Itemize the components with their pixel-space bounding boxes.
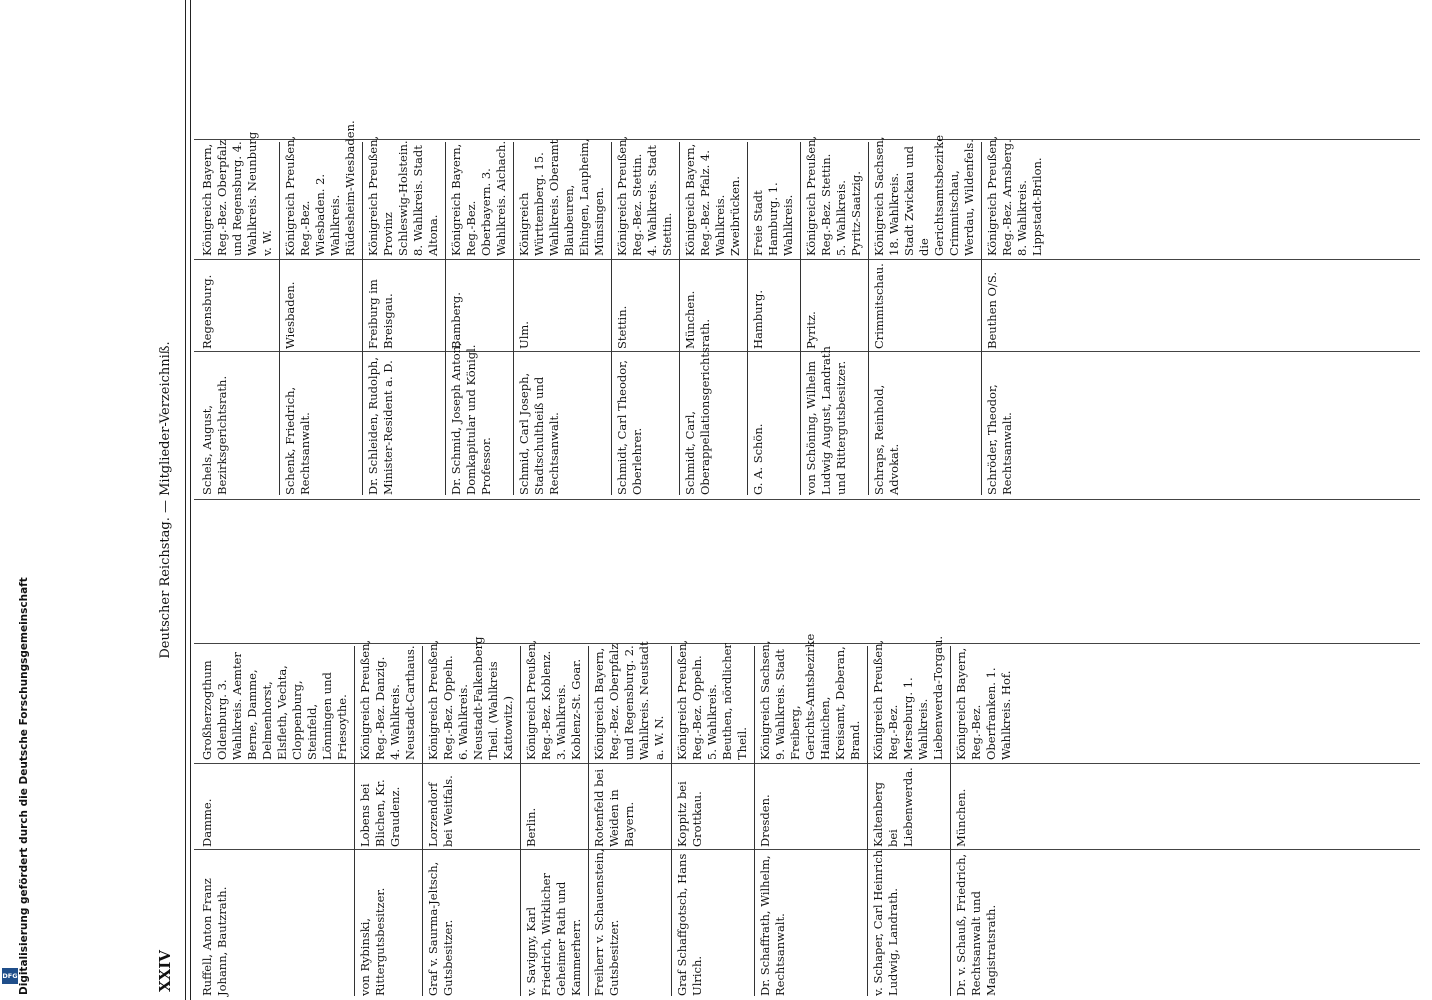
member-constituency: Königreich Sachsen, 9. Wahlkreis. Stadt Freiberg, Gerichts-Amtsbezirke Hainichen, Kreisamt, Deberan, Brand. <box>758 633 862 760</box>
member-residence: Beuthen O/S. <box>985 272 999 349</box>
member-name: Dr. Schleiden, Rudolph, Minister-Resident a. D. <box>366 357 395 495</box>
member-name: G. A. Schön. <box>751 423 765 495</box>
column-divider <box>194 849 1420 850</box>
member-residence: Damme. <box>200 798 214 847</box>
entry-separator <box>950 646 951 996</box>
member-residence: Regensburg. <box>200 274 214 349</box>
member-name: von Rybinski, Rittergutsbesitzer. <box>358 887 387 996</box>
member-constituency: Königreich Bayern, Reg.-Bez. Oberpfalz und Regensburg. 2. Wahlkreis. Neustadt a. W. N. <box>592 641 666 760</box>
member-residence: Crimmitschau. <box>872 263 886 349</box>
member-constituency: Königreich Preußen, Reg.-Bez. Merseburg. 1. Wahlkreis. Liebenwerda-Torgau. <box>871 635 945 760</box>
member-constituency: Königreich Bayern, Reg.-Bez. Oberbayern. 3. Wahlkreis. Aichach. <box>449 140 508 256</box>
center-divider <box>194 499 1420 500</box>
member-name: Schmidt, Carl, Oberappellationsgerichtsrath. <box>683 319 712 495</box>
member-residence: Lobens bei Blichen, Kr. Graudenz. <box>358 779 402 847</box>
member-name: Schraps, Reinhold, Advokat. <box>872 384 901 495</box>
member-constituency: Königreich Württemberg. 15. Wahlkreis. Oberamt Blaubeuren, Ehingen, Laupheim, Münsingen. <box>517 138 606 256</box>
member-name: v. Savigny, Karl Friedrich, Wirklicher Geheimer Rath und Kammerherr. <box>524 873 583 996</box>
rotated-page-content <box>140 0 1420 1000</box>
member-constituency: Königreich Bayern, Reg.-Bez. Oberfranken. 1. Wahlkreis. Hof. <box>954 647 1013 760</box>
member-residence: Koppitz bei Grottkau. <box>675 781 704 847</box>
member-constituency: Königreich Preußen, Reg.-Bez. Wiesbaden. 2. Wahlkreis. Rüdesheim-Wiesbaden. <box>283 120 357 256</box>
header-rule-top <box>185 0 186 1000</box>
member-residence: München. <box>683 290 697 349</box>
member-name: Schenk, Friedrich, Rechtsanwalt. <box>283 386 312 495</box>
member-name: Ruffell, Anton Franz Johann, Bautzrath. <box>200 878 229 996</box>
member-constituency: Königreich Preußen, Reg.-Bez. Koblenz. 3. Wahlkreis. Koblenz-St. Goar. <box>524 639 583 760</box>
member-residence: Pyritz. <box>804 311 818 349</box>
entry-separator <box>671 646 672 996</box>
member-name: Dr. Schaffrath, Wilhelm, Rechtsanwalt. <box>758 855 787 996</box>
member-constituency: Königreich Preußen, Reg.-Bez. Oppeln. 6. Wahlkreis. Neustadt-Falkenberg Theil. (Wahlkreis Kattowitz.) <box>426 636 515 760</box>
header-rule-bottom <box>190 0 191 1000</box>
column-divider <box>194 763 1420 764</box>
member-residence: Wiesbaden. <box>283 281 297 349</box>
member-residence: Hamburg. <box>751 289 765 349</box>
entry-separator <box>800 142 801 495</box>
member-name: Schröder, Theodor, Rechtsanwalt. <box>985 384 1014 495</box>
member-constituency: Königreich Preußen, Reg.-Bez. Stettin. 4. Wahlkreis. Stadt Stettin. <box>615 135 674 256</box>
member-residence: Kaltenberg bei Liebenwerda. <box>871 767 915 847</box>
member-constituency: Königreich Preußen, Reg.-Bez. Stettin. 5. Wahlkreis. Pyritz-Saatzig. <box>804 135 863 256</box>
page-number: XXIV <box>156 950 174 992</box>
member-name: Graf v. Saurma-Jeltsch, Gutsbesitzer. <box>426 861 455 996</box>
member-constituency: Königreich Sachsen, 18. Wahlkreis. Stadt Zwickau und die Gerichtsamtsbezirke Crimmitschau, Werdau, Wildenfels. <box>872 135 976 256</box>
entry-separator <box>354 646 355 996</box>
member-constituency: Königreich Bayern, Reg.-Bez. Pfalz. 4. Wahlkreis. Zweibrücken. <box>683 143 742 256</box>
member-residence: Rotenfeld bei Weiden in Bayern. <box>592 768 636 847</box>
entry-separator <box>747 142 748 495</box>
member-name: von Schöning, Wilhelm Ludwig August, Landrath und Rittergutsbesitzer. <box>804 346 848 495</box>
member-residence: München. <box>954 788 968 847</box>
member-name: Freiherr v. Schauenstein, Gutsbesitzer. <box>592 848 621 996</box>
entry-separator <box>513 142 514 495</box>
member-name: Dr. v. Schauß, Friedrich, Rechtsanwalt und Magistratsrath. <box>954 853 998 996</box>
member-residence: Stettin. <box>615 305 629 349</box>
entry-separator <box>679 142 680 495</box>
member-residence: Bamberg. <box>449 292 463 349</box>
member-residence: Lorzendorf bei Weitfals. <box>426 775 455 847</box>
member-residence: Berlin. <box>524 807 538 847</box>
member-name: Schmidt, Carl Theodor, Oberlehrer. <box>615 359 644 495</box>
member-name: Dr. Schmid, Joseph Anton, Domkapitular und Königl. Professor. <box>449 342 493 495</box>
member-name: Graf Schaffgotsch, Hans Ulrich. <box>675 853 704 996</box>
entry-separator <box>867 646 868 996</box>
member-residence: Dresden. <box>758 794 772 847</box>
member-name: Schels, August, Bezirksgerichtsrath. <box>200 375 229 495</box>
member-constituency: Königreich Bayern, Reg.-Bez. Oberpfalz und Regensburg. 4. Wahlkreis. Neunburg v. W. <box>200 131 274 256</box>
entry-separator <box>611 142 612 495</box>
header-title: Deutscher Reichstag. — Mitglieder-Verzeichniß. <box>158 341 173 659</box>
column-divider <box>194 351 1420 352</box>
member-constituency: Königreich Preußen, Provinz Schleswig-Holstein. 8. Wahlkreis. Stadt Altona. <box>366 135 440 256</box>
member-name: Schmid, Carl Joseph, Stadtschultheiß und Rechtsanwalt. <box>517 372 561 495</box>
digitization-sidebar <box>0 0 34 1000</box>
entry-separator <box>422 646 423 996</box>
member-residence: Freiburg im Breisgau. <box>366 279 395 349</box>
member-residence: Ulm. <box>517 321 531 349</box>
entry-separator <box>868 142 869 495</box>
dfg-logo: DFG <box>2 968 18 984</box>
member-constituency: Königreich Preußen, Reg.-Bez. Danzig. 4. Wahlkreis. Neustadt-Carthaus. <box>358 639 417 760</box>
entry-separator <box>362 142 363 495</box>
entry-separator <box>588 646 589 996</box>
column-divider <box>194 259 1420 260</box>
member-name: v. Schaper, Carl Heinrich Ludwig, Landrath. <box>871 849 900 996</box>
entry-separator <box>981 142 982 495</box>
entry-separator <box>520 646 521 996</box>
entry-separator <box>754 646 755 996</box>
member-constituency: Großherzogthum Oldenburg. 3. Wahlkreis. Aemter Berne, Damme, Delmenhorst, Elsfleth, Vechta, Cloppenburg, Steinfeld, Lönningen und Friesoythe. <box>200 652 349 760</box>
footer-credit: Digitalisierung gefördert durch die Deutsche Forschungsgemeinschaft <box>18 577 30 995</box>
member-constituency: Königreich Preußen, Reg.-Bez. Oppeln. 5. Wahlkreis. Beuthen, nördlicher Theil. <box>675 639 749 760</box>
entry-separator <box>279 142 280 495</box>
member-constituency: Königreich Preußen, Reg.-Bez. Arnsberg. 8. Wahlkreis. Lippstadt-Brilon. <box>985 135 1044 256</box>
member-constituency: Freie Stadt Hamburg. 1. Wahlkreis. <box>751 182 795 256</box>
entry-separator <box>445 142 446 495</box>
